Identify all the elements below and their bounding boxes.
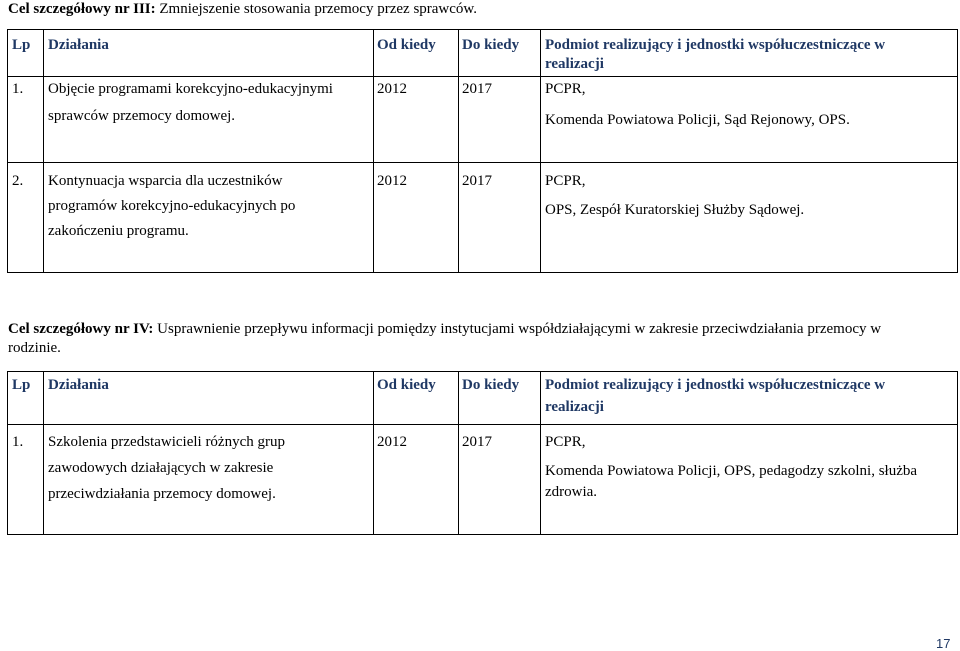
row-dzialania-line1: Kontynuacja wsparcia dla uczestników	[48, 173, 283, 189]
row-dzialania-line3: przeciwdziałania przemocy domowej.	[48, 486, 276, 502]
row-podmiot-line2: OPS, Zespół Kuratorskiej Służby Sądowej.	[545, 202, 805, 218]
header-od-kiedy: Od kiedy	[374, 372, 459, 425]
row-podmiot	[541, 77, 958, 163]
row-dzialania-line1: Objęcie programami korekcyjno-edukacyjnymi	[48, 81, 333, 97]
row-od: 2012	[374, 77, 459, 163]
row-podmiot-line2: Komenda Powiatowa Policji, OPS, pedagodzy szkolni, służba	[545, 463, 918, 479]
header-podmiot	[541, 372, 958, 425]
page-number: 17	[936, 636, 951, 651]
header-lp: Lp	[8, 372, 44, 425]
header-od-kiedy: Od kiedy	[374, 30, 459, 77]
section4-heading-text: Usprawnienie przepływu informacji pomiędzy instytucjami współdziałającymi w zakresie przeciwdziałania przemocy w	[157, 321, 882, 337]
row-lp: 1.	[8, 425, 44, 535]
row-od: 2012	[374, 163, 459, 273]
section4-table	[7, 371, 958, 535]
row-podmiot	[541, 163, 958, 273]
section3-heading	[8, 0, 477, 18]
row-do: 2017	[459, 163, 541, 273]
row-podmiot-line1: PCPR,	[545, 173, 586, 189]
header-podmiot-line1: Podmiot realizujący i jednostki współuczestniczące w	[545, 37, 886, 53]
header-do-kiedy: Do kiedy	[459, 372, 541, 425]
row-podmiot-line2: Komenda Powiatowa Policji, Sąd Rejonowy, OPS.	[545, 112, 850, 128]
header-podmiot-line2: realizacji	[545, 56, 604, 72]
section4-heading	[8, 320, 956, 358]
row-dzialania-line2: sprawców przemocy domowej.	[48, 108, 236, 124]
table-row	[8, 77, 958, 163]
row-dzialania	[44, 77, 374, 163]
section3-table	[7, 29, 958, 273]
table-row	[8, 425, 958, 535]
section3-table-header	[8, 30, 958, 77]
row-do: 2017	[459, 77, 541, 163]
header-do-kiedy: Do kiedy	[459, 30, 541, 77]
row-podmiot	[541, 425, 958, 535]
table-row	[8, 163, 958, 273]
row-lp: 2.	[8, 163, 44, 273]
header-podmiot-line2: realizacji	[545, 399, 604, 415]
row-podmiot-line1: PCPR,	[545, 434, 586, 450]
header-podmiot-line1: Podmiot realizujący i jednostki współuczestniczące w	[545, 377, 886, 393]
row-dzialania-line2: programów korekcyjno-edukacyjnych po	[48, 198, 296, 214]
section4-table-header	[8, 372, 958, 425]
header-dzialania: Działania	[44, 372, 374, 425]
row-do: 2017	[459, 425, 541, 535]
row-dzialania	[44, 425, 374, 535]
row-lp: 1.	[8, 77, 44, 163]
row-podmiot-line3: zdrowia.	[545, 484, 598, 500]
row-dzialania-line2: zawodowych działających w zakresie	[48, 460, 274, 476]
section4-heading-label: Cel szczegółowy nr IV:	[8, 321, 154, 337]
row-podmiot-line1: PCPR,	[545, 81, 586, 97]
section3-heading-text: Zmniejszenie stosowania przemocy przez sprawców.	[159, 1, 478, 17]
row-dzialania-line3: zakończeniu programu.	[48, 223, 189, 239]
section4-heading-line1	[8, 320, 956, 339]
header-dzialania: Działania	[44, 30, 374, 77]
section4-heading-line2: rodzinie.	[8, 340, 61, 356]
section3-heading-label: Cel szczegółowy nr III:	[8, 1, 156, 17]
row-od: 2012	[374, 425, 459, 535]
row-dzialania-line1: Szkolenia przedstawicieli różnych grup	[48, 434, 285, 450]
header-podmiot	[541, 30, 958, 77]
row-dzialania	[44, 163, 374, 273]
header-lp: Lp	[8, 30, 44, 77]
